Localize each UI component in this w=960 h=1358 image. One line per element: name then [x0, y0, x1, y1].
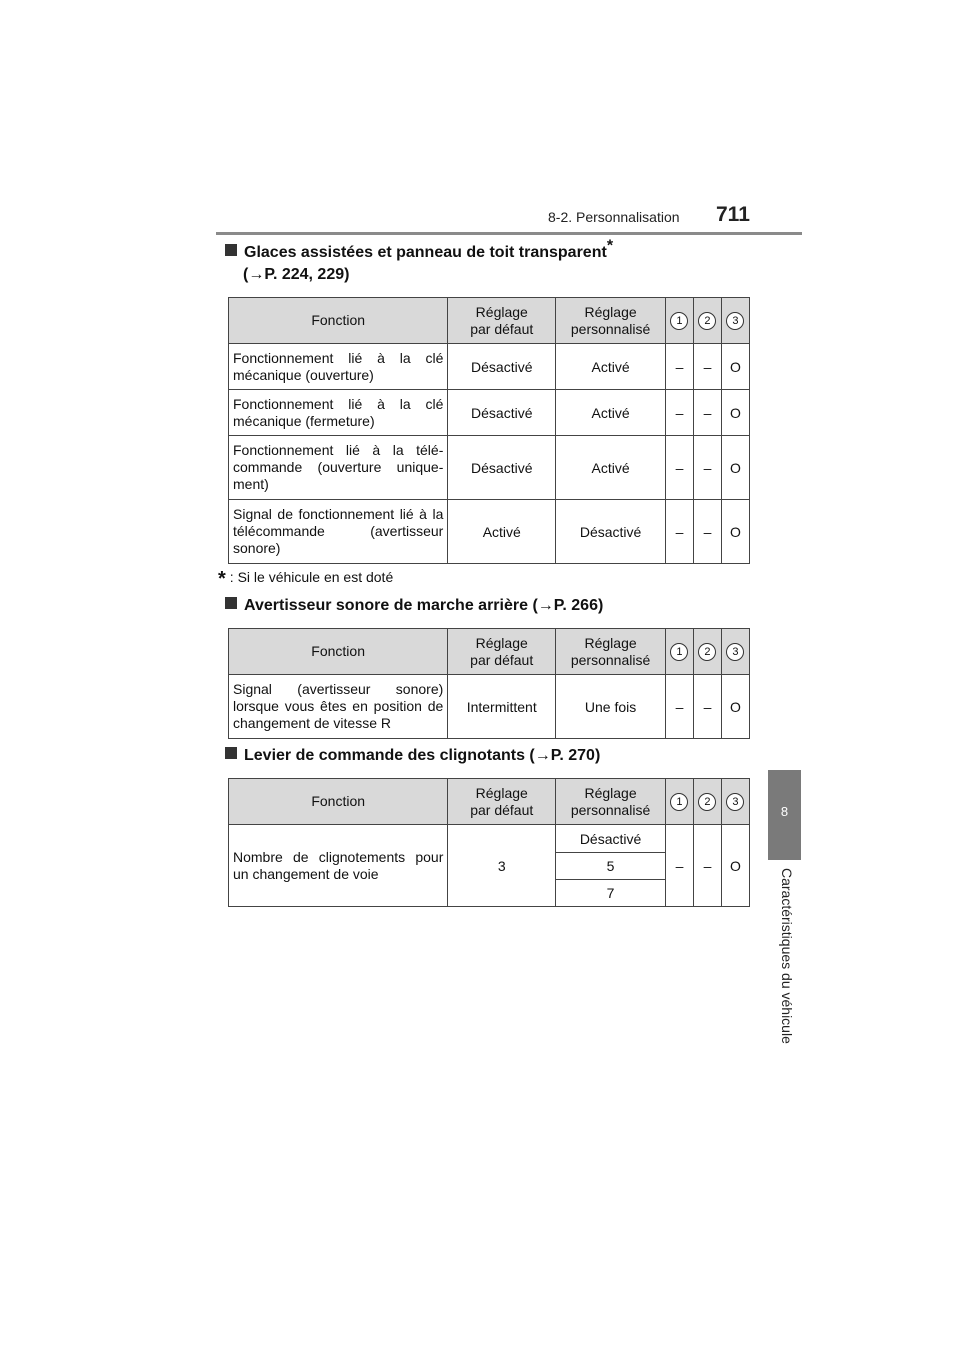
- table-header-row: [229, 629, 750, 675]
- table-row: [229, 675, 750, 739]
- circled-3-icon: 3: [726, 312, 744, 330]
- col-3-cell: O: [721, 825, 749, 907]
- header-divider: [216, 232, 802, 235]
- custom-cell: Une fois: [556, 675, 666, 739]
- header-col-1: [666, 298, 694, 344]
- table-header-row: [229, 298, 750, 344]
- chapter-tab: 8: [768, 770, 801, 860]
- custom-cell: 7: [556, 880, 666, 907]
- header-col-2: [693, 779, 721, 825]
- col-1-cell: –: [666, 500, 694, 564]
- circled-1-icon: 1: [670, 793, 688, 811]
- default-cell: Désactivé: [448, 436, 556, 500]
- col-3-cell: O: [721, 344, 749, 390]
- header-reglage-personnalise: Réglage personnalisé: [556, 779, 666, 825]
- circled-2-icon: 2: [698, 643, 716, 661]
- circled-3-icon: 3: [726, 793, 744, 811]
- function-cell: Fonctionnement lié à la clé mécanique (ouverture): [229, 344, 448, 390]
- col-2-cell: –: [693, 344, 721, 390]
- header-reglage-defaut: Réglage par défaut: [448, 298, 556, 344]
- function-cell: Fonctionnement lié à la télé-commande (ouverture unique-ment): [229, 436, 448, 500]
- col-3-cell: O: [721, 390, 749, 436]
- custom-cell: 5: [556, 853, 666, 880]
- footnote: * : Si le véhicule en est doté: [218, 568, 394, 590]
- col-3-cell: O: [721, 500, 749, 564]
- header-col-3: [721, 629, 749, 675]
- footnote-star: *: [218, 568, 226, 590]
- header-col-3: [721, 298, 749, 344]
- circled-2-icon: 2: [698, 312, 716, 330]
- table-section-1: [228, 297, 750, 564]
- header-col-2: [693, 298, 721, 344]
- circled-1-icon: 1: [670, 312, 688, 330]
- custom-cell: Désactivé: [556, 500, 666, 564]
- circled-3-icon: 3: [726, 643, 744, 661]
- table-section-3: [228, 778, 750, 907]
- header-fonction: Fonction: [229, 779, 448, 825]
- table-section-2: [228, 628, 750, 739]
- default-cell: Intermittent: [448, 675, 556, 739]
- table-row: [229, 390, 750, 436]
- section-3-title: Levier de commande des clignotants (→P. 270): [225, 747, 600, 765]
- bullet-square-icon: [225, 597, 237, 609]
- section-1-reference: (→P. 224, 229): [243, 266, 350, 283]
- custom-cell: Désactivé: [556, 825, 666, 853]
- default-cell: 3: [448, 825, 556, 907]
- bullet-square-icon: [225, 244, 237, 256]
- header-col-1: [665, 779, 693, 825]
- header-reglage-defaut: Réglage par défaut: [448, 629, 556, 675]
- table-row: [229, 344, 750, 390]
- page-number: 711: [716, 203, 750, 226]
- function-cell: Fonctionnement lié à la clé mécanique (fermeture): [229, 390, 448, 436]
- header-fonction: Fonction: [229, 629, 448, 675]
- col-2-cell: –: [693, 436, 721, 500]
- footnote-mark: *: [606, 237, 614, 255]
- function-cell: Nombre de clignotements pour un changement de voie: [229, 825, 448, 907]
- col-3-cell: O: [721, 675, 749, 739]
- col-2-cell: –: [693, 500, 721, 564]
- table-header-row: [229, 779, 750, 825]
- circled-1-icon: 1: [670, 643, 688, 661]
- custom-cell: Activé: [556, 390, 666, 436]
- function-cell: Signal (avertisseur sonore) lorsque vous êtes en position de changement de vitesse R: [229, 675, 448, 739]
- custom-cell: Activé: [556, 344, 666, 390]
- col-1-cell: –: [666, 436, 694, 500]
- col-2-cell: –: [693, 675, 721, 739]
- header-reglage-defaut: Réglage par défaut: [448, 779, 556, 825]
- col-1-cell: –: [666, 390, 694, 436]
- col-1-cell: –: [665, 825, 693, 907]
- col-2-cell: –: [693, 390, 721, 436]
- function-cell: Signal de fonctionnement lié à la télécommande (avertisseur sonore): [229, 500, 448, 564]
- header-fonction: Fonction: [229, 298, 448, 344]
- header-col-1: [666, 629, 694, 675]
- table-row: [229, 436, 750, 500]
- col-1-cell: –: [666, 344, 694, 390]
- section-1-title: Glaces assistées et panneau de toit transparent*: [225, 244, 613, 262]
- header-col-3: [721, 779, 749, 825]
- col-1-cell: –: [666, 675, 694, 739]
- bullet-square-icon: [225, 747, 237, 759]
- default-cell: Désactivé: [448, 390, 556, 436]
- header-section-title: 8-2. Personnalisation: [548, 209, 680, 225]
- circled-2-icon: 2: [698, 793, 716, 811]
- default-cell: Désactivé: [448, 344, 556, 390]
- col-3-cell: O: [721, 436, 749, 500]
- section-2-title: Avertisseur sonore de marche arrière (→P. 266): [225, 597, 603, 615]
- header-reglage-personnalise: Réglage personnalisé: [556, 629, 666, 675]
- default-cell: Activé: [448, 500, 556, 564]
- col-2-cell: –: [693, 825, 721, 907]
- custom-cell: Activé: [556, 436, 666, 500]
- table-row: [229, 500, 750, 564]
- header-col-2: [693, 629, 721, 675]
- table-row: [229, 825, 750, 853]
- chapter-label: Caractéristiques du véhicule: [779, 868, 795, 1044]
- header-reglage-personnalise: Réglage personnalisé: [556, 298, 666, 344]
